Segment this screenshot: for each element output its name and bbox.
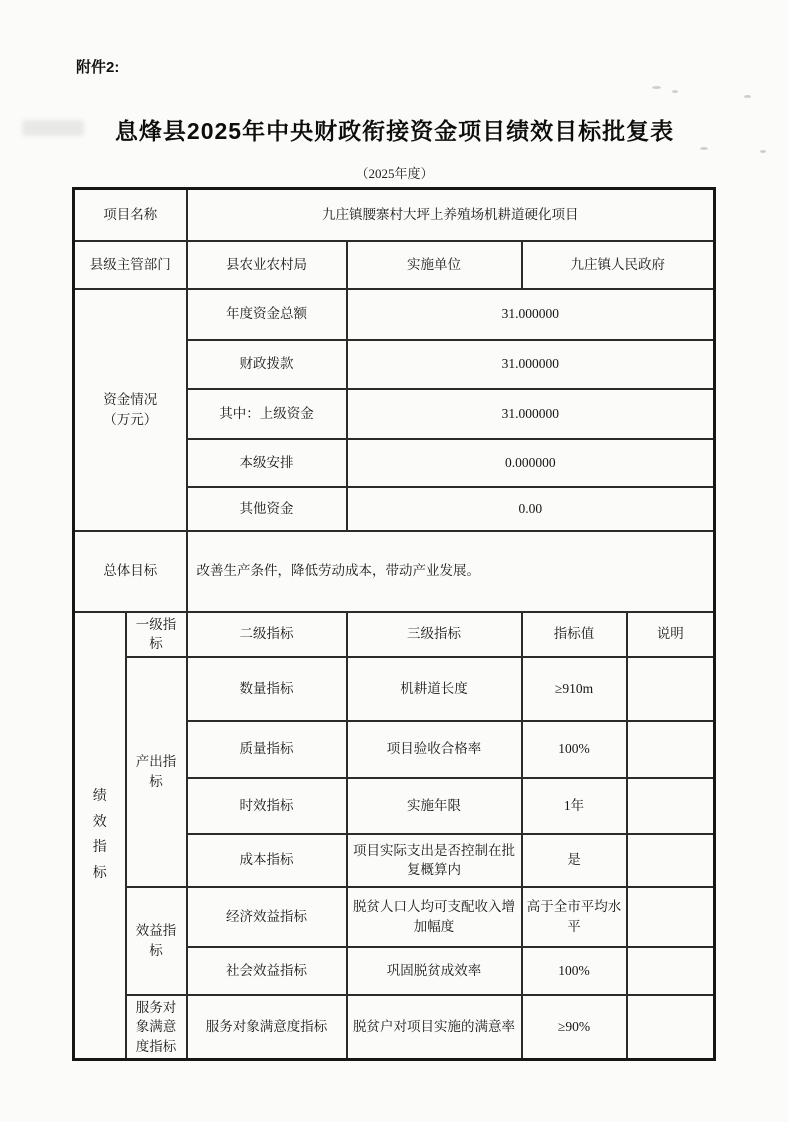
impl-unit-value: 九庄镇人民政府 xyxy=(522,241,715,289)
table-row xyxy=(74,657,715,721)
scan-artifact xyxy=(700,147,708,150)
project-name-label: 项目名称 xyxy=(74,189,187,241)
funding-row-value: 0.000000 xyxy=(347,439,715,487)
project-name-value: 九庄镇腰寨村大坪上养殖场机耕道硬化项目 xyxy=(187,189,715,241)
indicator-note-cell xyxy=(627,778,715,834)
funding-row-value: 31.000000 xyxy=(347,289,715,340)
scan-artifact xyxy=(760,150,766,153)
funding-row-label: 其中：上级资金 xyxy=(187,389,347,439)
document-subtitle: （2025年度） xyxy=(355,166,434,181)
indicators-section-label xyxy=(74,612,126,1060)
overall-goal-label: 总体目标 xyxy=(74,531,187,612)
funding-row-label: 年度资金总额 xyxy=(187,289,347,340)
header-value: 指标值 xyxy=(522,612,627,657)
table-row xyxy=(74,241,715,289)
scan-artifact xyxy=(22,120,84,136)
scan-artifact xyxy=(744,95,751,98)
indicator-value: ≥90% xyxy=(522,995,627,1060)
overall-goal-value: 改善生产条件，降低劳动成本，带动产业发展。 xyxy=(187,531,715,612)
indicator-value: 100% xyxy=(522,947,627,995)
indicator-value: 是 xyxy=(522,834,627,887)
header-level3: 三级指标 xyxy=(347,612,522,657)
indicator-level1-group: 服务对象满意度指标 xyxy=(126,995,187,1060)
indicator-level2: 时效指标 xyxy=(187,778,347,834)
indicator-level3: 巩固脱贫成效率 xyxy=(347,947,522,995)
document-title: 息烽县2025年中央财政衔接资金项目绩效目标批复表 xyxy=(114,118,675,144)
indicator-value: 1年 xyxy=(522,778,627,834)
indicator-level2: 数量指标 xyxy=(187,657,347,721)
scan-artifact xyxy=(652,86,661,89)
indicator-level1-group: 产出指标 xyxy=(126,657,187,887)
indicator-level2: 质量指标 xyxy=(187,721,347,778)
table-row xyxy=(74,612,715,657)
funding-label-line1: 资金情况 xyxy=(103,391,158,407)
table-row xyxy=(74,995,715,1060)
funding-row-value: 31.000000 xyxy=(347,389,715,439)
table-row xyxy=(74,887,715,947)
indicator-level3: 机耕道长度 xyxy=(347,657,522,721)
funding-row-label: 本级安排 xyxy=(187,439,347,487)
indicator-level3: 项目验收合格率 xyxy=(347,721,522,778)
funding-row-value: 0.00 xyxy=(347,487,715,531)
indicator-value: ≥910m xyxy=(522,657,627,721)
indicator-note-cell xyxy=(627,657,715,721)
header-level2: 二级指标 xyxy=(187,612,347,657)
header-note: 说明 xyxy=(627,612,715,657)
indicator-value: 高于全市平均水平 xyxy=(522,887,627,947)
table-row xyxy=(74,531,715,612)
attachment-label: 附件2: xyxy=(76,59,120,76)
indicator-value: 100% xyxy=(522,721,627,778)
performance-target-table xyxy=(72,187,716,1061)
dept-value: 县农业农村局 xyxy=(187,241,347,289)
scan-artifact xyxy=(672,90,678,93)
indicator-note-cell xyxy=(627,721,715,778)
indicator-level2: 经济效益指标 xyxy=(187,887,347,947)
dept-label: 县级主管部门 xyxy=(74,241,187,289)
indicator-note-cell xyxy=(627,834,715,887)
indicator-level3: 项目实际支出是否控制在批复概算内 xyxy=(347,834,522,887)
indicator-level2: 社会效益指标 xyxy=(187,947,347,995)
indicator-note-cell xyxy=(627,947,715,995)
indicator-note-cell xyxy=(627,887,715,947)
funding-row-value: 31.000000 xyxy=(347,340,715,389)
funding-label-line2: （万元） xyxy=(103,411,158,427)
funding-row-label: 其他资金 xyxy=(187,487,347,531)
indicator-level2: 成本指标 xyxy=(187,834,347,887)
table-row xyxy=(74,289,715,340)
table-row xyxy=(74,189,715,241)
funding-section-label xyxy=(74,289,187,531)
indicator-level3: 实施年限 xyxy=(347,778,522,834)
indicator-level1-group: 效益指标 xyxy=(126,887,187,995)
funding-row-label: 财政拨款 xyxy=(187,340,347,389)
indicators-section-label-text: 绩效指标 xyxy=(92,788,107,882)
indicator-note-cell xyxy=(627,995,715,1060)
impl-unit-label: 实施单位 xyxy=(347,241,522,289)
indicator-level3: 脱贫户对项目实施的满意率 xyxy=(347,995,522,1060)
indicator-level3: 脱贫人口人均可支配收入增加幅度 xyxy=(347,887,522,947)
header-level1: 一级指标 xyxy=(126,612,187,657)
indicator-level2: 服务对象满意度指标 xyxy=(187,995,347,1060)
